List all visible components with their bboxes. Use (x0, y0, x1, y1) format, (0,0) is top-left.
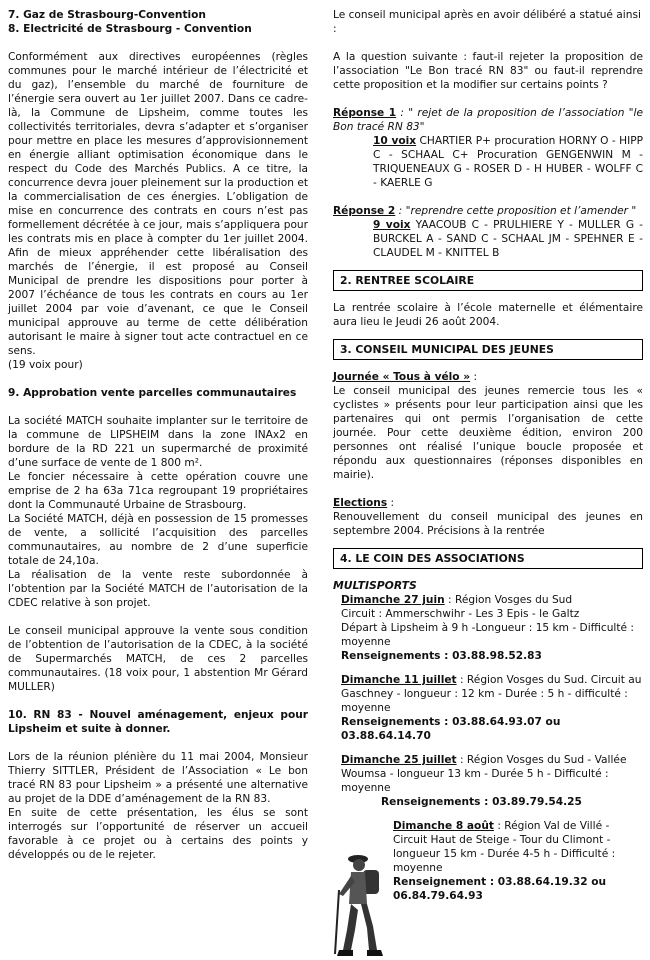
section-7-title: 7. Gaz de Strasbourg-Convention (8, 9, 206, 21)
event-4-info: Renseignement : 03.88.64.19.32 ou 06.84.79.64.93 (393, 876, 607, 902)
event-1-info: Renseignements : 03.88.98.52.83 (341, 650, 542, 662)
response-2 (333, 204, 643, 218)
journee-colon: : (470, 371, 478, 383)
right-column (333, 0, 643, 903)
section-9-paragraph-4: La réalisation de la vente reste subordonnée à l’obtention par la Société MATCH de l’autorisation de la CDEC relative à son projet. (8, 569, 308, 609)
section-8-text: Conformément aux directives européennes (règles communes pour le marché intérieur de l’électricité et du gaz), l’ensemble du marché de fourniture de l’énergie sera ouvert au 1er juillet 2007. Dans ce cadre-là, la Commune de Lipsheim, comme toutes les collectivités territoriales, devra s’adapter et s’organiser pour mettre en place les mesures d’approvisionnement en énergie alliant optimisation économique dans le respect du Code des Marchés Publics. A ce titre, la concurrence devra jouer pleinement sur la production et la commercialisation de ces énergies. L’obligation de mise en concurrence des contrats en cours n’est pas formellement décrétée à ce jour, mais s’appliquera pour les contrats mis en place à compter du 1er juillet 2004. Afin de mieux appréhender cette libéralisation des marchés de l’énergie, il est proposé au Conseil Municipal de prendre les dispositions pour porter à 2007 l’échéance de tous les contrats en cours au 1er juillet 2004 par voie d’avenant, ce que le Conseil municipal approuve au terme de cette délibération autorisant le maire à signer tout acte contractuel en ce sens. (8, 51, 309, 357)
event-3-date: Dimanche 25 juillet (341, 754, 457, 766)
section-2-box: 2. RENTREE SCOLAIRE (333, 270, 643, 291)
response-2-label: Réponse 2 (333, 205, 396, 217)
event-3-info: Renseignements : 03.89.79.54.25 (381, 796, 582, 808)
council-intro: Le conseil municipal après en avoir délibéré a statué ainsi : (333, 9, 641, 35)
hiker-illustration-icon (333, 850, 388, 958)
section-10-paragraph-2: En suite de cette présentation, les élus se sont interrogés sur l’opportunité de réserver un accueil favorable à ce projet ou à certains des points y développés ou de le rejeter. (8, 807, 308, 861)
event-2-header (341, 673, 643, 715)
elections-colon: : (387, 497, 395, 509)
section-9-paragraph-3: La Société MATCH, déjà en possession de 15 promesses de vente, a sollicité l’acquisition des parcelles communautaires, au nombre de 2 d’une superficie totale de 24,10a. (8, 513, 308, 567)
multisports-heading: MULTISPORTS (333, 579, 417, 592)
event-2-text: : Région Vosges du Sud. Circuit au Gaschney - longueur : 12 km - Durée : 5 h - difficulté : moyenne (341, 674, 642, 714)
event-4-date: Dimanche 8 août (393, 820, 494, 832)
elections-text: Renouvellement du conseil municipal des jeunes en septembre 2004. Précisions à la rentrée (333, 511, 643, 537)
response-2-vote-count: 9 voix (373, 219, 411, 231)
event-1-region: : Région Vosges du Sud (444, 594, 573, 606)
response-1-votes (333, 134, 643, 190)
event-2-date: Dimanche 11 juillet (341, 674, 457, 686)
response-2-text: : "reprendre cette proposition et l’amender " (395, 205, 637, 217)
council-question: A la question suivante : faut-il rejeter la proposition de l’association "Le Bon tracé RN 83" ou faut-il reprendre cette proposition et la modifier sur certains points ? (333, 51, 643, 91)
journee-heading (333, 370, 643, 384)
section-9-paragraph-5: Le conseil municipal approuve la vente sous condition de l’obtention de l’autorisation de la CDEC, à la société de Supermarchés MATCH, de ces 2 parcelles communautaires. (18 voix pour, 1 abstention Mr Gérard MULLER) (8, 625, 308, 693)
event-4-header (393, 819, 643, 875)
event-1-header (341, 593, 643, 607)
section-9-title: 9. Approbation vente parcelles communautaires (8, 387, 297, 399)
event-1-date: Dimanche 27 juin (341, 594, 445, 606)
event-3-text: : Région Vosges du Sud - Vallée Woumsa - longueur 13 km - Durée 5 h - Difficulté : moyenne (341, 754, 627, 794)
section-10-paragraph-1: Lors de la réunion plénière du 11 mai 2004, Monsieur Thierry SITTLER, Président de l’Association « Le bon tracé RN 83 pour Lipsheim » a présenté une alternative au projet de la DDE d’aménagement de la RN 83. (8, 751, 308, 805)
section-9-paragraph-2: Le foncier nécessaire à cette opération couvre une emprise de 2 ha 63a 71ca regroupant 19 propriétaires dont la Communauté Urbaine de Strasbourg. (8, 471, 308, 511)
response-2-votes (333, 218, 643, 260)
event-3 (333, 753, 643, 809)
event-1-depart: Départ à Lipsheim à 9 h -Longueur : 15 km - Difficulté : moyenne (341, 622, 634, 648)
section-4-box: 4. LE COIN DES ASSOCIATIONS (333, 548, 643, 569)
section-8-vote: (19 voix pour) (8, 359, 83, 371)
event-1 (333, 593, 643, 663)
event-2 (333, 673, 643, 743)
elections-label: Elections (333, 497, 388, 509)
response-1-names: CHARTIER P+ procuration HORNY O - HIPP C - SCHAAL C+ Procuration GENGENWIN M - TRIQUENEAUX G - ROSER D - H HUBER - WOLFF C - KAERLE G (373, 135, 643, 189)
journee-text: Le conseil municipal des jeunes remercie tous les « cyclistes » présents pour leur participation ainsi que les partenaires qui ont permis l’organisation de cette journée. Pour cette deuxième édition, environ 200 personnes ont réalisé l’unique boucle proposée et répondu aux questionnaires (réponses disponibles en mairie). (333, 385, 643, 481)
event-3-header (341, 753, 643, 795)
elections-heading (333, 496, 643, 510)
event-1-circuit: Circuit : Ammerschwihr - Les 3 Epis - le Galtz (341, 608, 580, 620)
journee-label: Journée « Tous à vélo » (333, 371, 471, 383)
rentree-text: La rentrée scolaire à l’école maternelle et élémentaire aura lieu le Jeudi 26 août 2004. (333, 302, 643, 328)
response-1 (333, 106, 643, 134)
event-4-text: : Région Val de Villé - Circuit Haut de Steige - Tour du Climont - longueur 15 km - Durée 4-5 h - Difficulté : moyenne (393, 820, 616, 874)
section-8-title: 8. Electricité de Strasbourg - Convention (8, 23, 252, 35)
left-column (8, 0, 308, 862)
section-9-paragraph-1: La société MATCH souhaite implanter sur le territoire de la commune de LIPSHEIM dans la zone INAx2 en bordure de la RD 221 un supermarché de proximité d’une surface de vente de 1 800 m². (8, 415, 308, 469)
event-2-info: Renseignements : 03.88.64.93.07 ou 03.88.64.14.70 (341, 716, 561, 742)
response-2-names: YAACOUB C - PRULHIERE Y - MULLER G - BURCKEL A - SAND C - SCHAAL JM - SPEHNER E - CLAUDEL M - KNITTEL B (373, 219, 643, 259)
section-3-box: 3. CONSEIL MUNICIPAL DES JEUNES (333, 339, 643, 360)
response-1-label: Réponse 1 (333, 107, 397, 119)
response-1-vote-count: 10 voix (373, 135, 417, 147)
response-1-text: : " rejet de la proposition de l’association "le Bon tracé RN 83" (333, 107, 644, 133)
section-10-title: 10. RN 83 - Nouvel aménagement, enjeux pour Lipsheim et suite à donner. (8, 709, 308, 735)
